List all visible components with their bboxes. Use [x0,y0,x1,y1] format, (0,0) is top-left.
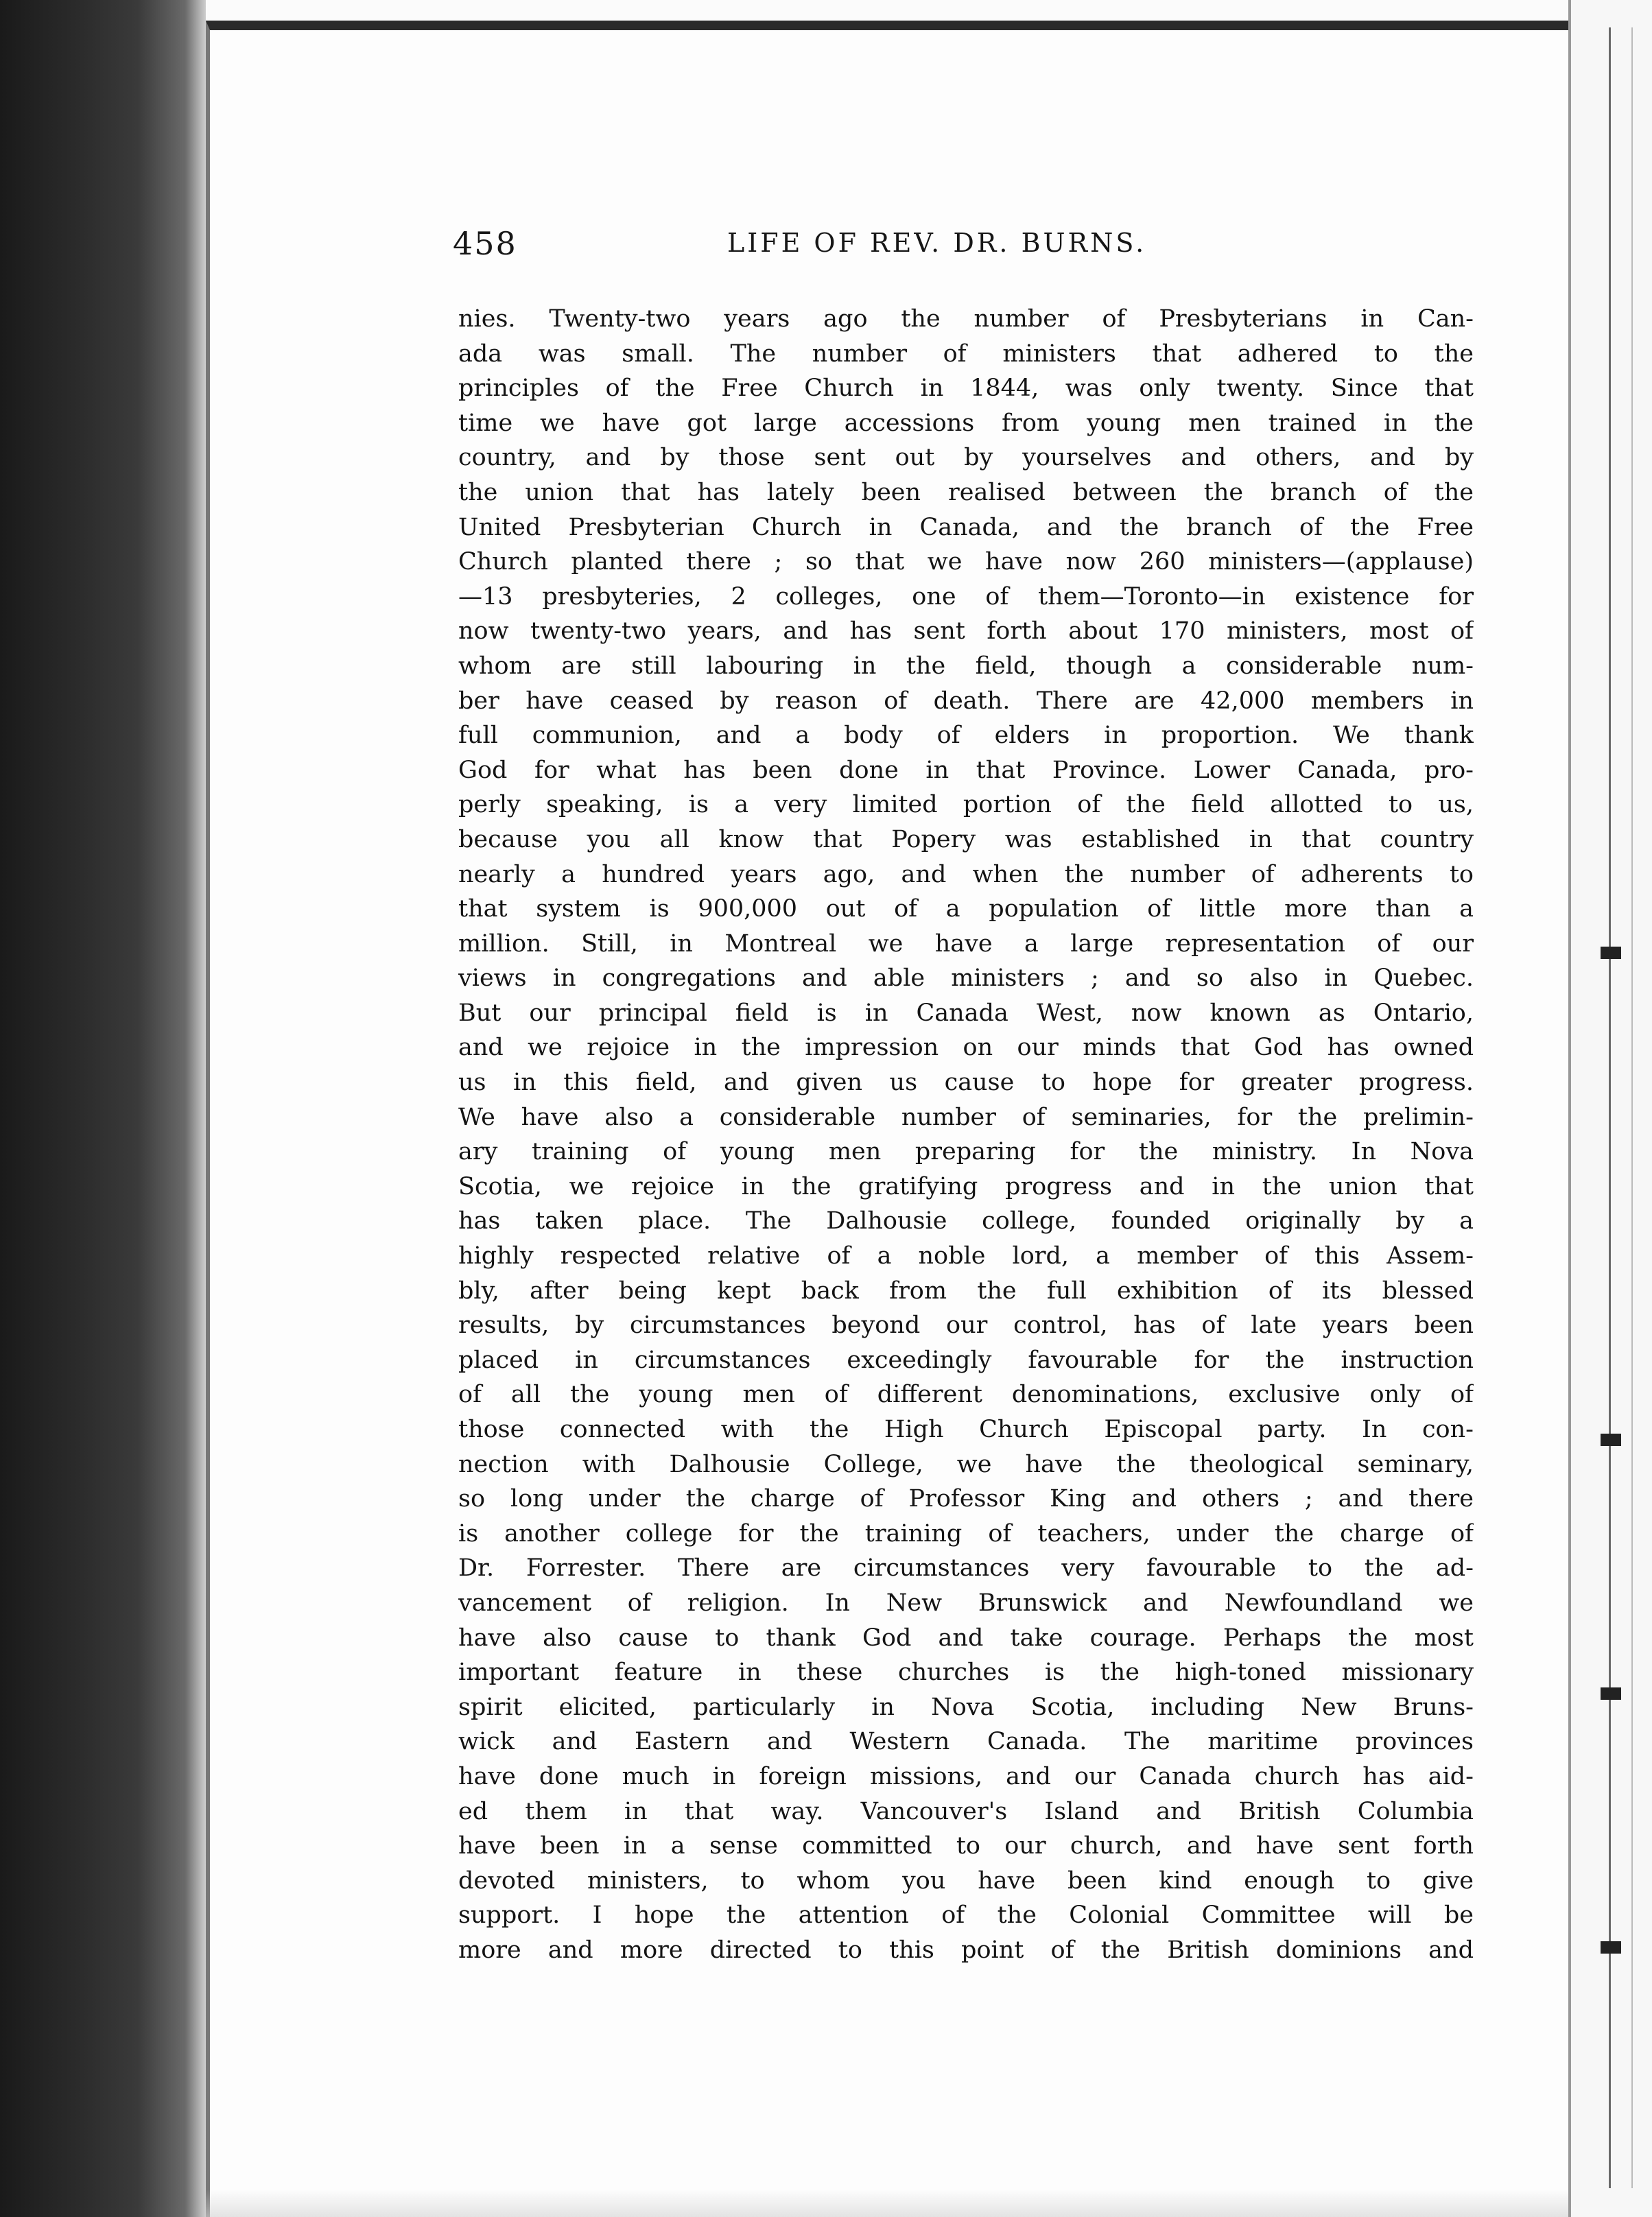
text-line: full communion, and a body of elders in proportion. We thank [458,722,1474,750]
book-binding-gutter [0,0,206,2217]
text-line: is another college for the training of teachers, under the charge of [458,1519,1474,1548]
edge-line [1631,27,1633,2188]
text-line: nection with Dalhousie College, we have the theological seminary, [458,1450,1474,1478]
text-line: now twenty-two years, and has sent forth about 170 ministers, most of [458,617,1474,645]
text-line: and we rejoice in the impression on our minds that God has owned [458,1034,1474,1062]
text-line: important feature in these churches is the high-toned missionary [458,1659,1474,1687]
text-line: ber have ceased by reason of death. There are 42,000 members in [458,687,1474,715]
edge-mark [1601,1941,1621,1954]
text-line: more and more directed to this point of the British dominions and [458,1936,1474,1964]
page-number: 458 [453,225,517,262]
text-line: perly speaking, is a very limited portion of the field allotted to us, [458,791,1474,819]
edge-mark [1601,1434,1621,1446]
text-line: God for what has been done in that Province. Lower Canada, pro- [458,756,1474,784]
text-line: have been in a sense committed to our church, and have sent forth [458,1832,1474,1860]
text-line: vancement of religion. In New Brunswick and Newfoundland we [458,1589,1474,1617]
text-line: nearly a hundred years ago, and when the number of adherents to [458,860,1474,888]
body-text [458,302,1474,1968]
text-line: ary training of young men preparing for the ministry. In Nova [458,1138,1474,1166]
text-line: the union that has lately been realised between the branch of the [458,478,1474,506]
text-line: highly respected relative of a noble lord, a member of this Assem- [458,1242,1474,1270]
running-head: LIFE OF REV. DR. BURNS. [727,228,1147,258]
text-line: views in congregations and able ministers ; and so also in Quebec. [458,964,1474,993]
text-line: bly, after being kept back from the full exhibition of its blessed [458,1277,1474,1305]
text-line: ed them in that way. Vancouver's Island and British Columbia [458,1797,1474,1825]
page-header [453,225,1468,266]
text-line: We have also a considerable number of seminaries, for the prelimin- [458,1103,1474,1131]
text-line: United Presbyterian Church in Canada, and the branch of the Free [458,513,1474,541]
text-line: million. Still, in Montreal we have a large representation of our [458,929,1474,958]
edge-line [1609,27,1611,2188]
text-line: —13 presbyteries, 2 colleges, one of them—Toronto—in existence for [458,582,1474,610]
edge-mark [1601,1687,1621,1700]
text-line: support. I hope the attention of the Colonial Committee will be [458,1901,1474,1930]
text-line: has taken place. The Dalhousie college, founded originally by a [458,1207,1474,1235]
text-line: us in this field, and given us cause to hope for greater progress. [458,1069,1474,1097]
text-line: spirit elicited, particularly in Nova Scotia, including New Bruns- [458,1693,1474,1721]
text-line: those connected with the High Church Episcopal party. In con- [458,1416,1474,1443]
text-line: ada was small. The number of ministers that adhered to the [458,340,1474,368]
text-line: Dr. Forrester. There are circumstances very favourable to the ad- [458,1554,1474,1582]
page-bottom-shadow [206,2190,1571,2217]
text-line: wick and Eastern and Western Canada. The maritime provinces [458,1728,1474,1756]
text-line: results, by circumstances beyond our control, has of late years been [458,1312,1474,1340]
text-line: whom are still labouring in the field, though a considerable num- [458,652,1474,680]
text-line: Church planted there ; so that we have now 260 ministers—(applause) [458,548,1474,576]
text-line: country, and by those sent out by yourselves and others, and by [458,444,1474,472]
text-line: that system is 900,000 out of a population of little more than a [458,895,1474,923]
edge-mark [1601,947,1621,959]
text-line: nies. Twenty-two years ago the number of Presbyterians in Can- [458,305,1474,333]
text-line: have done much in foreign missions, and our Canada church has aid- [458,1762,1474,1790]
text-line: have also cause to thank God and take courage. Perhaps the most [458,1624,1474,1652]
text-line: so long under the charge of Professor King and others ; and there [458,1485,1474,1513]
text-line: placed in circumstances exceedingly favourable for the instruction [458,1346,1474,1374]
text-line: Scotia, we rejoice in the gratifying progress and in the union that [458,1172,1474,1200]
text-line: time we have got large accessions from young men trained in the [458,409,1474,437]
next-page-edge [1568,0,1652,2217]
text-line: devoted ministers, to whom you have been kind enough to give [458,1866,1474,1895]
text-line: But our principal field is in Canada West, now known as Ontario, [458,999,1474,1027]
text-line: of all the young men of different denominations, exclusive only of [458,1381,1474,1409]
text-line: because you all know that Popery was established in that country [458,825,1474,853]
text-line: principles of the Free Church in 1844, was only twenty. Since that [458,375,1474,403]
